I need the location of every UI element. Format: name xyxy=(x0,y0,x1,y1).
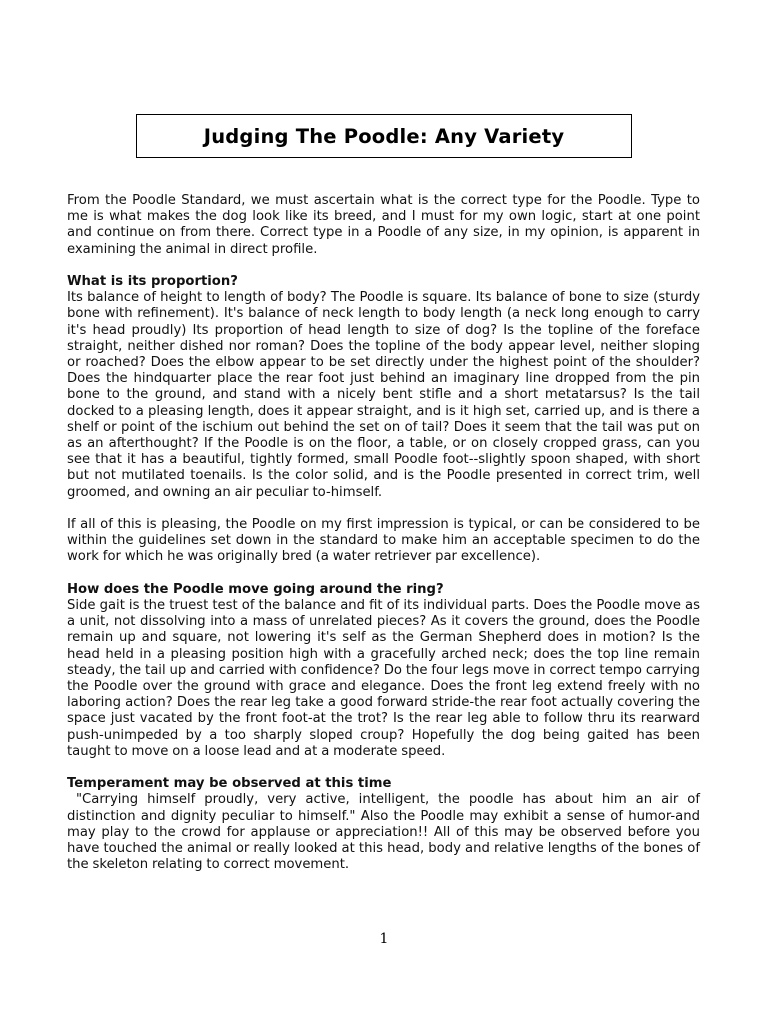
section-heading-movement: How does the Poodle move going around the ring? xyxy=(67,581,444,597)
movement-paragraph: Side gait is the truest test of the balance and fit of its individual parts. Does the Poodle move as a unit, not dissolving into a mass of unrelated pieces? As it covers the ground, does the Poodle remain up and square, not lowering it's self as the German Shepherd does in motion? Is the head held in a pleasing position high with a gracefully arched neck; does the top line remain steady, the tail up and carried with confidence? Do the four legs move in correct tempo carrying the Poodle over the ground with grace and elegance. Does the front leg extend freely with no laboring action? Does the rear leg take a good forward stride-the rear foot actually covering the space just vacated by the front foot-at the trot? Is the rear leg able to follow thru its rearward push-unimpeded by a too sharply sloped croup? Hopefully the dog being gaited has been taught to move on a loose lead and at a moderate speed. xyxy=(67,598,701,759)
temperament-paragraph: "Carrying himself proudly, very active, intelligent, the poodle has about him an air of distinction and dignity peculiar to himself." Also the Poodle may exhibit a sense of humor-and may play to the crowd for applause or appreciation!! All of this may be observed before you have touched the animal or really looked at this head, body and relative lengths of the bones of the skeleton relating to correct movement. xyxy=(67,792,700,873)
page-title: Judging The Poodle: Any Variety xyxy=(203,124,565,148)
paragraph-spacer xyxy=(67,566,700,582)
paragraph-spacer xyxy=(67,760,700,776)
document-body xyxy=(67,193,700,873)
impression-paragraph: If all of this is pleasing, the Poodle on my first impression is typical, or can be considered to be within the guidelines set down in the standard to make him an acceptable specimen to do the work for which he was originally bred (a water retriever par excellence). xyxy=(67,517,700,565)
section-heading-proportion: What is its proportion? xyxy=(67,274,238,289)
paragraph-spacer xyxy=(67,258,700,274)
intro-paragraph: From the Poodle Standard, we must ascertain what is the correct type for the Poodle. Type to me is what makes the dog look like its breed, and I must for my own logic, start at one point and continue on from there. Correct type in a Poodle of any size, in my opinion, is apparent in examining the animal in direct profile. xyxy=(67,193,700,257)
section-heading-temperament: Temperament may be observed at this time xyxy=(67,776,392,792)
paragraph-spacer xyxy=(67,501,700,517)
page-number: 1 xyxy=(379,931,389,947)
title-box xyxy=(136,114,632,158)
proportion-paragraph: Its balance of height to length of body? The Poodle is square. Its balance of bone to size (sturdy bone with refinement). It's balance of neck length to body length (a neck long enough to carry it's head proudly) Its proportion of head length to size of dog? Is the topline of the foreface straight, neither dished nor roman? Does the topline of the body appear level, neither sloping or roached? Does the elbow appear to be set directly under the highest point of the shoulder? Does the hindquarter place the rear foot just behind an imaginary line dropped from the pin bone to the ground, and stand with a nicely bent stifle and a short metatarsus? Is the tail docked to a pleasing length, does it appear straight, and is it high set, carried up, and is there a shelf or point of the ischium out behind the set on of tail? Does it seem that the tail was put on as an afterthought? If the Poodle is on the floor, a table, or on closely cropped grass, can you see that it has a beautiful, tightly formed, small Poodle foot--slightly spoon shaped, with short but not mutilated toenails. Is the color solid, and is the Poodle presented in correct trim, well groomed, and owning an air peculiar to-himself. xyxy=(67,290,700,500)
